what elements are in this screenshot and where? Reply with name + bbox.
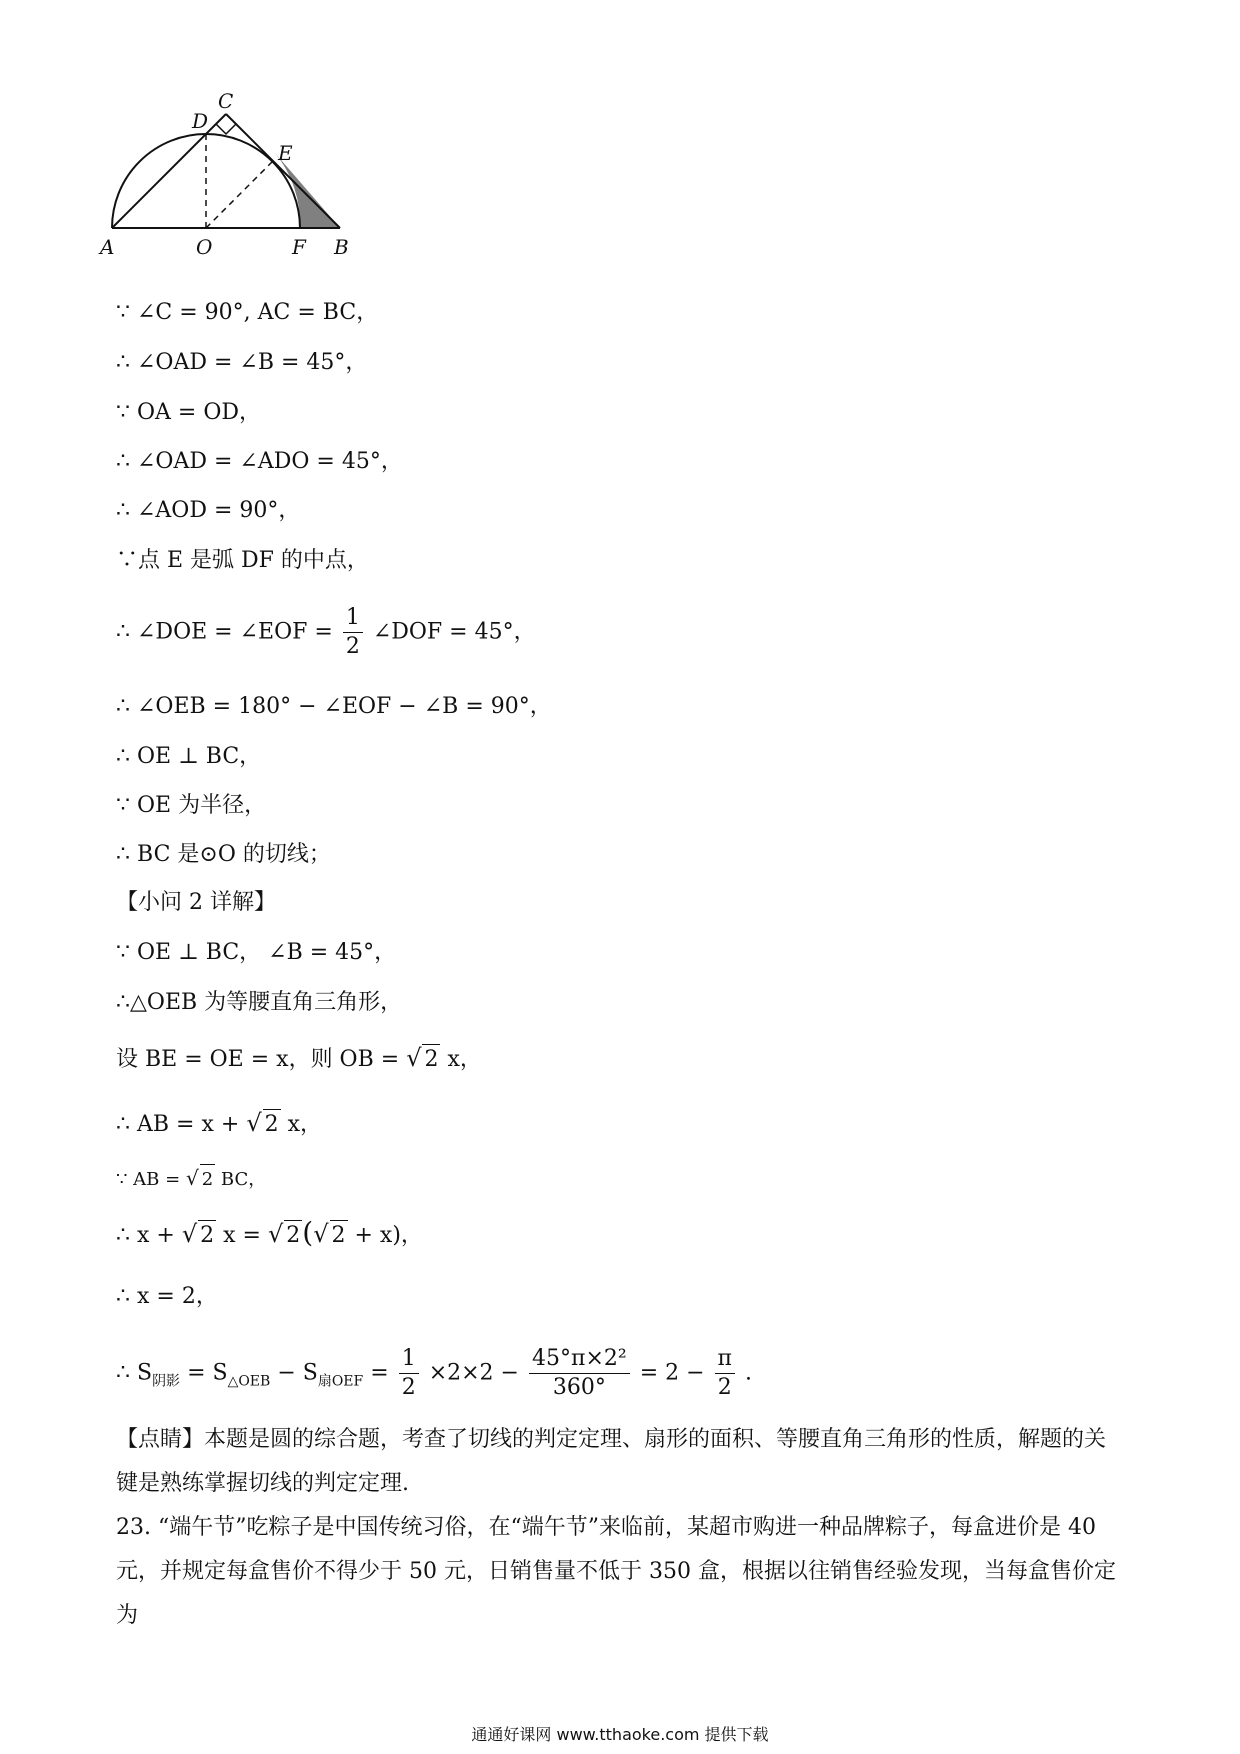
label-f: F	[292, 235, 306, 259]
proof-line-1: ∵ ∠C = 90°, AC = BC，	[116, 300, 379, 325]
line15-pre: 设 BE = OE = x，则 OB =	[116, 1047, 400, 1072]
proof-line-7	[116, 604, 536, 661]
line16-post: x，	[287, 1112, 323, 1137]
frac-num: 1	[343, 604, 363, 633]
proof-line-14: ∴△OEB 为等腰直角三角形，	[116, 990, 403, 1015]
proof-line-5: ∴ ∠AOD = 90°，	[116, 498, 301, 523]
page-footer: 通通好课网 www.tthaoke.com 提供下载	[471, 1725, 769, 1744]
frac-num: π	[715, 1345, 735, 1374]
proof-line-17	[116, 1163, 266, 1195]
eq1: = S	[187, 1360, 228, 1386]
frac-num: 1	[399, 1345, 419, 1374]
label-a: A	[100, 235, 115, 259]
sub-sector: 扇OEF	[317, 1373, 364, 1390]
proof-line-15	[116, 1043, 482, 1075]
label-e: E	[278, 141, 293, 165]
proof-line-8: ∴ ∠OEB = 180° − ∠EOF − ∠B = 90°，	[116, 694, 552, 719]
label-b: B	[334, 235, 349, 259]
sqrt-sign: √	[267, 1220, 284, 1248]
line7-pre: ∴ ∠DOE = ∠EOF =	[116, 619, 333, 645]
frac-den: 2	[345, 634, 360, 659]
eq3: = 2 −	[639, 1360, 705, 1386]
fraction-half-2	[399, 1345, 419, 1402]
comment-paragraph: 【点睛】本题是圆的综合题，考查了切线的判定定理、扇形的面积、等腰直角三角形的性质，解题的关键是熟练掌握切线的判定定理.	[116, 1427, 1107, 1496]
sqrt-sign: √	[181, 1220, 198, 1248]
fraction-sector	[529, 1345, 630, 1402]
paren-open: (	[302, 1216, 314, 1249]
proof-line-13: ∵ OE ⊥ BC， ∠B = 45°，	[116, 940, 397, 965]
segment-cb	[226, 114, 340, 228]
proof-line-4: ∴ ∠OAD = ∠ADO = 45°，	[116, 449, 403, 474]
proof-line-3: ∵ OA = OD，	[116, 400, 262, 425]
sub-triangle: △OEB	[227, 1373, 271, 1390]
line18-pre: ∴ x +	[116, 1223, 175, 1248]
question-23-paragraph: 23. “端午节”吃粽子是中国传统习俗，在“端午节”来临前，某超市购进一种品牌粽子，每盒进价是 40 元，并规定每盒售价不得少于 50 元，日销售量不低于 350 盒，根据以往销售经验发现，当每盒售价定为	[116, 1515, 1116, 1628]
sqrt-sign: √	[313, 1220, 329, 1248]
eq2: =	[370, 1360, 389, 1386]
proof-line-6: ∵点 E 是弧 DF 的中点，	[116, 548, 369, 573]
sub-shaded: 阴影	[152, 1373, 181, 1390]
area-s: ∴ S	[116, 1360, 153, 1386]
fraction-half	[343, 604, 363, 661]
line7-post: ∠DOF = 45°，	[372, 619, 536, 645]
sqrt-radicand: 2	[284, 1220, 302, 1251]
geometry-figure	[100, 89, 412, 286]
line17-post: BC，	[220, 1169, 267, 1190]
section-heading-q2: 【小问 2 详解】	[116, 890, 276, 915]
line15-post: x，	[447, 1047, 482, 1072]
sqrt-radicand: 2	[330, 1220, 348, 1251]
proof-line-18	[116, 1218, 423, 1251]
label-o: O	[196, 235, 213, 259]
proof-line-19: ∴ x = 2，	[116, 1284, 218, 1309]
sqrt-sign: √	[185, 1166, 199, 1190]
proof-line-11: ∴ BC 是⊙O 的切线；	[116, 842, 331, 867]
fraction-pi-half	[715, 1345, 735, 1402]
line18-post: + x)，	[354, 1223, 423, 1248]
proof-line-10: ∵ OE 为半径，	[116, 793, 267, 818]
mul: ×2×2 −	[428, 1360, 519, 1386]
sqrt-radicand: 2	[263, 1109, 281, 1140]
frac-den: 2	[717, 1375, 732, 1400]
frac-den: 2	[401, 1375, 416, 1400]
sqrt-radicand: 2	[200, 1164, 215, 1195]
minus: − S	[277, 1360, 318, 1386]
proof-line-9: ∴ OE ⊥ BC，	[116, 744, 262, 769]
line17-pre: ∵ AB =	[116, 1169, 181, 1190]
proof-line-16	[116, 1108, 322, 1140]
proof-line-2: ∴ ∠OAD = ∠B = 45°，	[116, 350, 368, 375]
segment-oe	[206, 161, 273, 228]
proof-line-20	[116, 1345, 752, 1402]
frac-den: 360°	[552, 1375, 606, 1400]
line18-mid: x =	[223, 1223, 261, 1248]
sqrt-radicand: 2	[422, 1044, 440, 1075]
end-period: .	[745, 1360, 753, 1386]
sqrt-sign: √	[406, 1044, 422, 1072]
sqrt-sign: √	[246, 1109, 262, 1137]
right-angle-mark	[216, 124, 236, 134]
label-d: D	[192, 109, 209, 133]
sqrt-radicand: 2	[198, 1220, 216, 1251]
frac-num: 45°π×2²	[529, 1345, 630, 1374]
segment-ac	[112, 114, 226, 228]
line16-pre: ∴ AB = x +	[116, 1112, 240, 1137]
label-c: C	[218, 89, 234, 113]
